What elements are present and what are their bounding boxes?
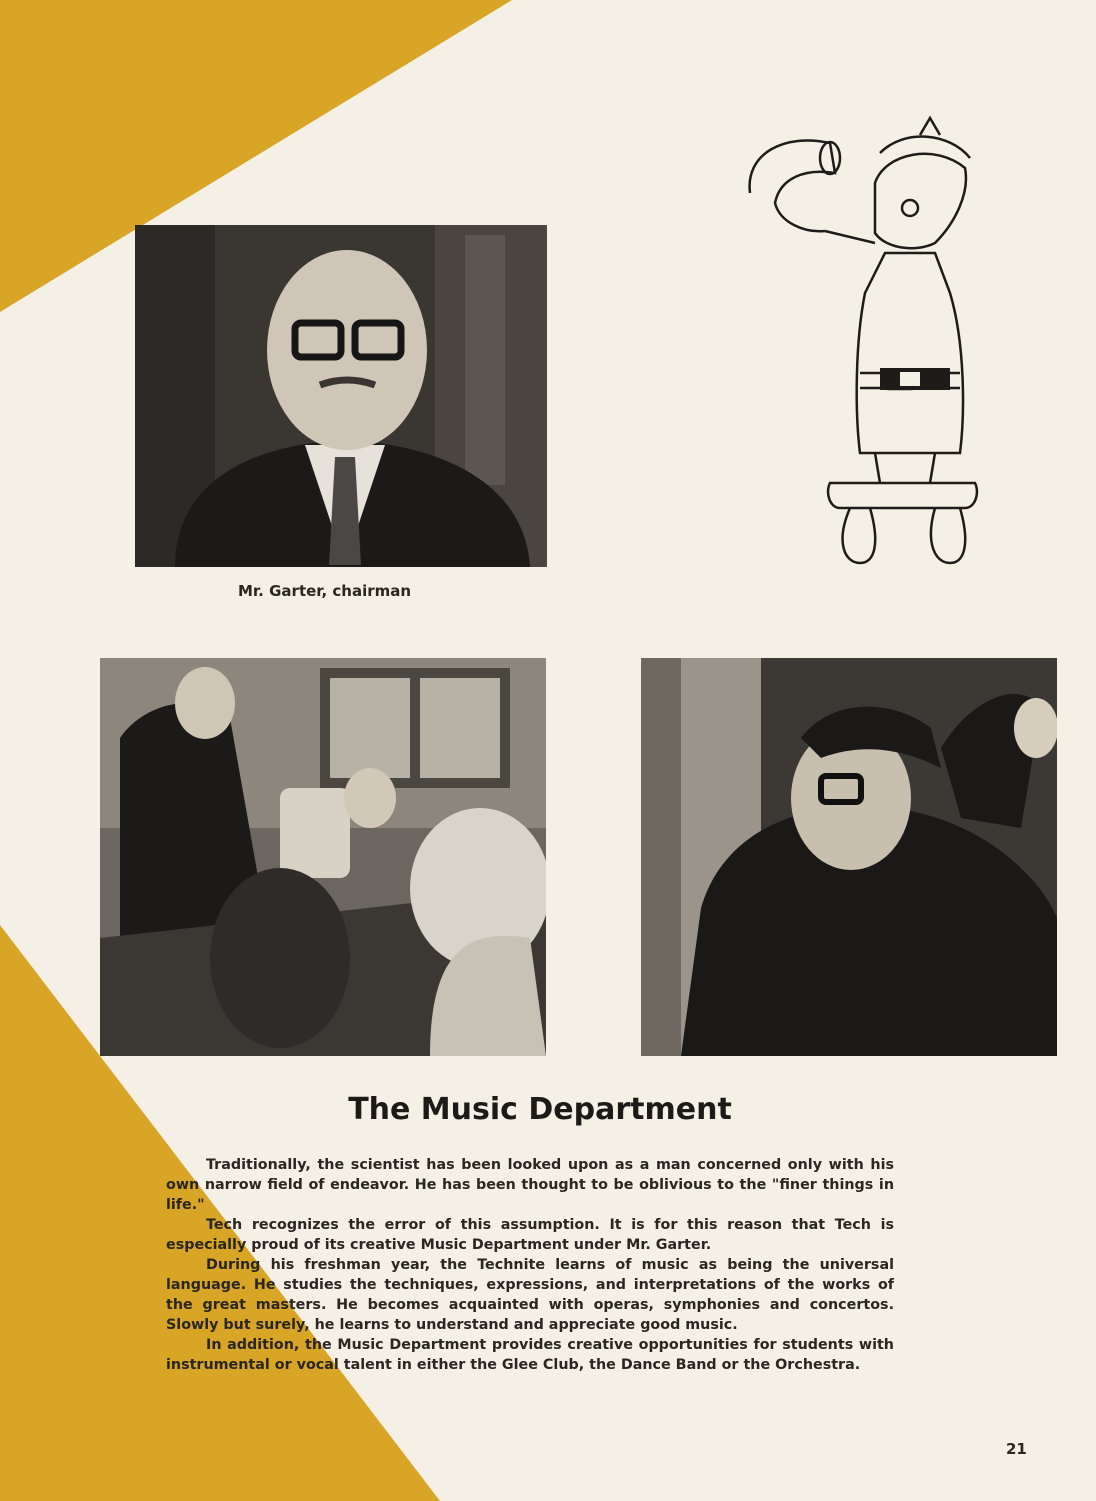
portrait-photo xyxy=(135,225,547,567)
portrait-caption: Mr. Garter, chairman xyxy=(238,582,412,600)
paragraph: Tech recognizes the error of this assumption. It is for this reason that Tech is especially proud of its creative Music Department under Mr. Garter. xyxy=(166,1217,894,1253)
paragraph: In addition, the Music Department provides creative opportunities for students with instrumental or vocal talent in either the Glee Club, the Dance Band or the Orchestra. xyxy=(166,1337,894,1373)
paragraph: During his freshman year, the Technite learns of music as being the universal language. He studies the techniques, expressions, and interpretations of the works of the great masters. He becomes acquainted with operas, symphonies and concertos. Slowly but surely, he learns to understand and appreciate good music. xyxy=(166,1257,894,1333)
paragraph: Traditionally, the scientist has been looked upon as a man concerned only with his own narrow field of endeavor. He has been thought to be oblivious to the "finer things in life." xyxy=(166,1157,894,1213)
article-body xyxy=(166,1155,894,1375)
viking-horn-blower-icon xyxy=(735,113,993,585)
page-number: 21 xyxy=(1006,1440,1027,1458)
rehearsal-photo xyxy=(100,658,546,1056)
conductor-photo xyxy=(641,658,1057,1056)
page-title: The Music Department xyxy=(348,1092,732,1127)
